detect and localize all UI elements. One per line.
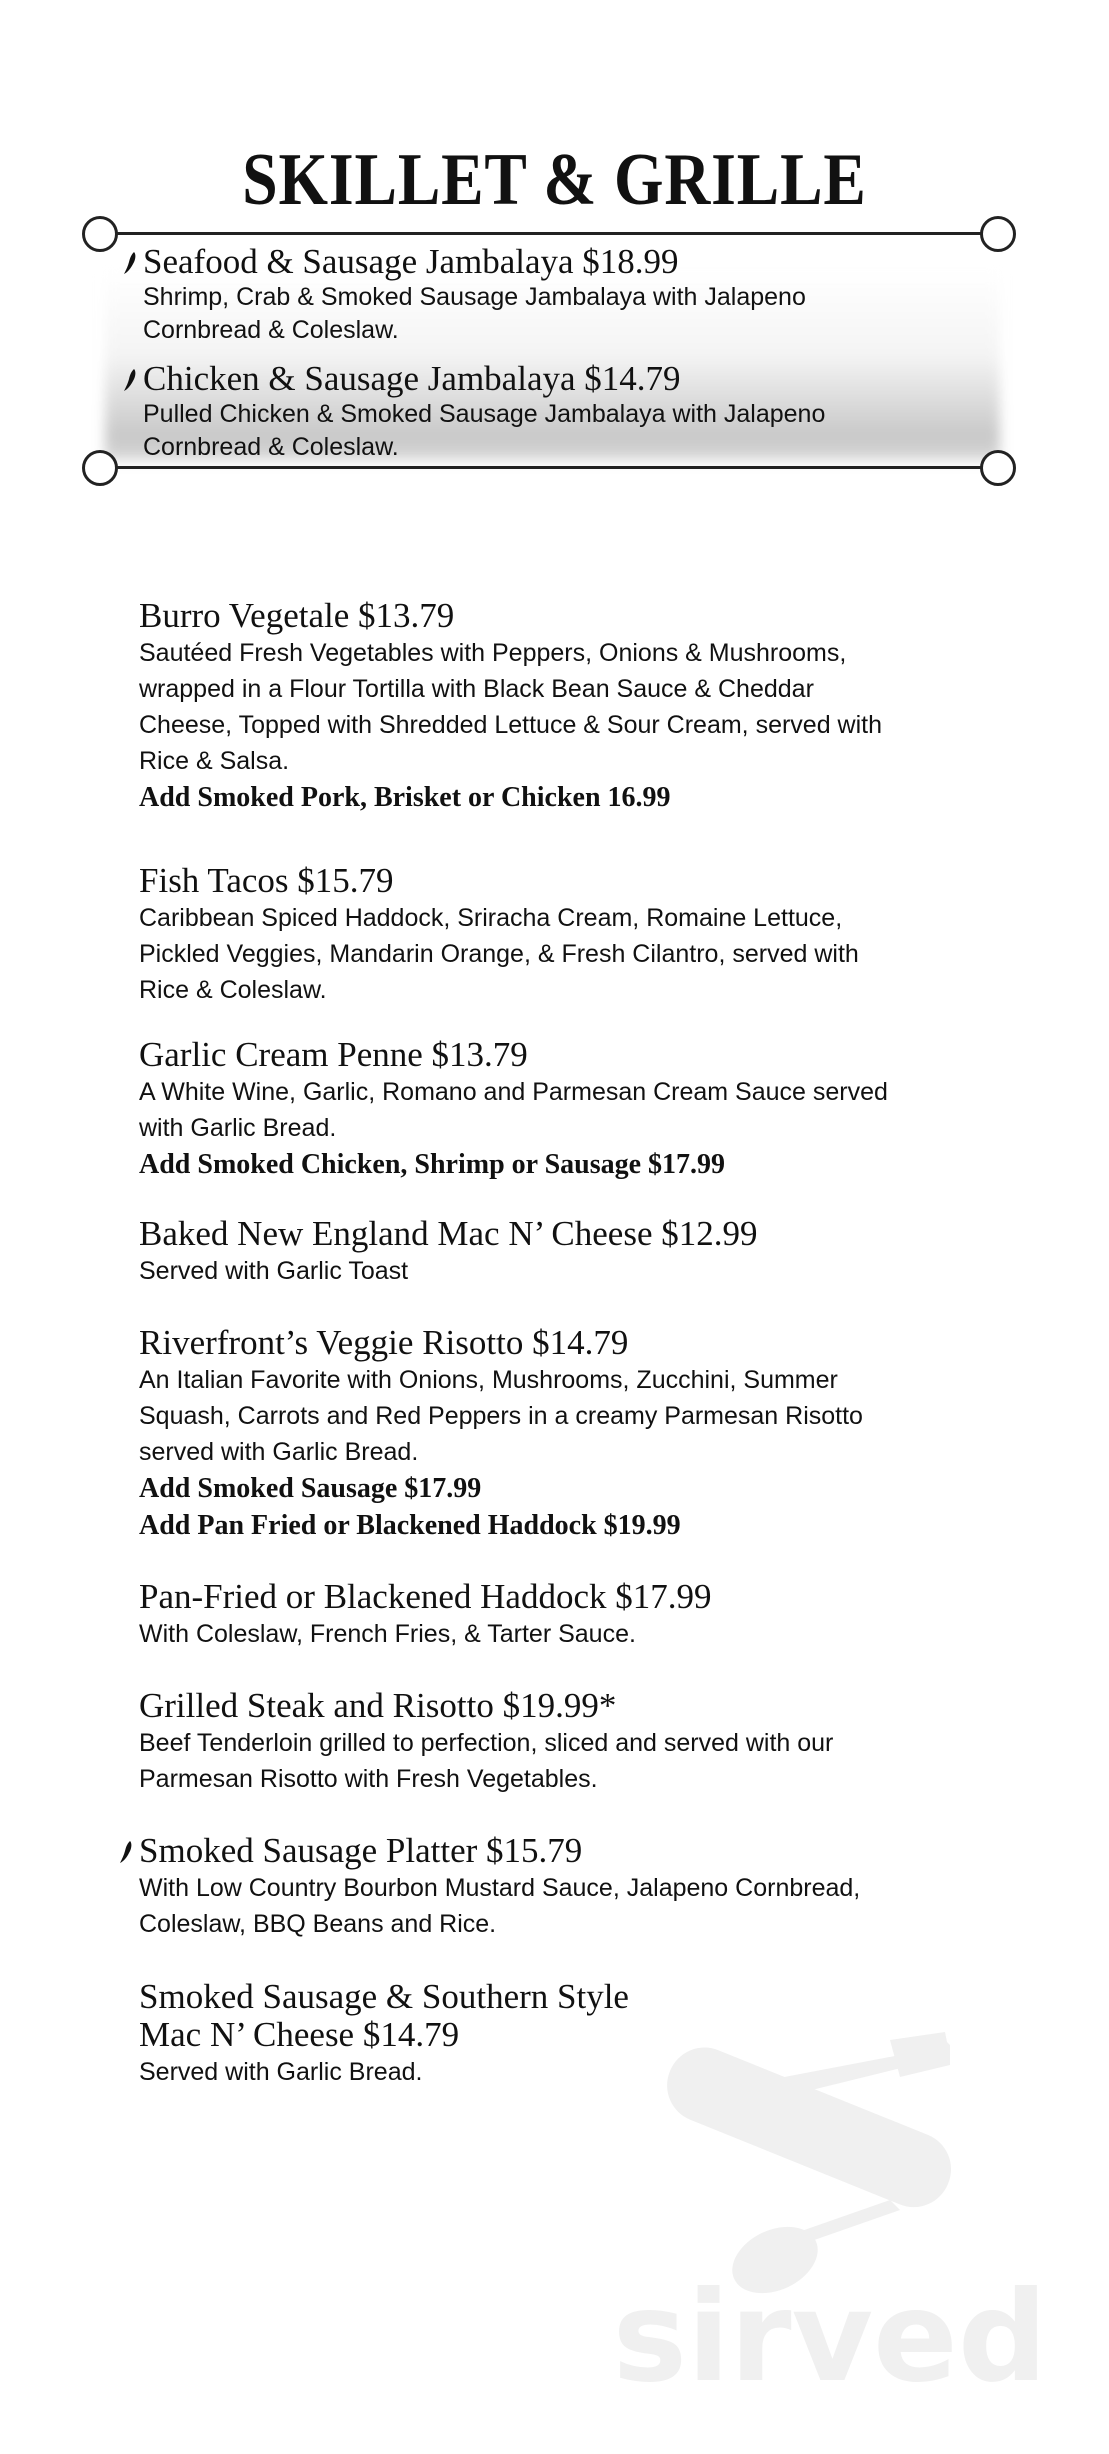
item-addon: Add Pan Fried or Blackened Haddock $19.99 — [139, 1510, 681, 1541]
menu-item — [139, 1324, 1019, 1544]
divider-knob — [82, 216, 118, 252]
item-description: Pulled Chicken & Smoked Sausage Jambalaya with Jalapeno — [143, 400, 826, 428]
divider-top — [99, 232, 998, 235]
item-description: served with Garlic Bread. — [139, 1438, 419, 1466]
item-name: Burro Vegetale $13.79 — [139, 596, 455, 635]
item-name-line2: Mac N’ Cheese $14.79 — [139, 2015, 460, 2054]
item-description: Sautéed Fresh Vegetables with Peppers, Onions & Mushrooms, — [139, 639, 847, 667]
menu-item — [139, 862, 1019, 1008]
item-description: An Italian Favorite with Onions, Mushrooms, Zucchini, Summer — [139, 1366, 838, 1394]
item-name: Smoked Sausage Platter $15.79 — [139, 1831, 583, 1870]
item-name: Garlic Cream Penne $13.79 — [139, 1035, 528, 1074]
item-description: Beef Tenderloin grilled to perfection, sliced and served with our — [139, 1729, 834, 1757]
item-name: Fish Tacos $15.79 — [139, 861, 394, 900]
item-description: Caribbean Spiced Haddock, Sriracha Cream, Romaine Lettuce, — [139, 904, 843, 932]
divider-knob — [82, 450, 118, 486]
item-addon: Add Smoked Pork, Brisket or Chicken 16.99 — [139, 782, 671, 813]
item-name: Riverfront’s Veggie Risotto $14.79 — [139, 1323, 629, 1362]
spicy-chili-icon — [123, 251, 137, 275]
menu-item — [139, 1036, 1019, 1183]
item-description: Rice & Salsa. — [139, 747, 290, 775]
item-description: A White Wine, Garlic, Romano and Parmesan Cream Sauce served — [139, 1078, 888, 1106]
menu-item — [139, 1832, 1019, 1942]
item-description: Shrimp, Crab & Smoked Sausage Jambalaya with Jalapeno — [143, 283, 806, 311]
item-description: Served with Garlic Bread. — [139, 2058, 423, 2086]
menu-item — [139, 597, 1019, 816]
item-description: With Low Country Bourbon Mustard Sauce, Jalapeno Cornbread, — [139, 1874, 861, 1902]
item-description: With Coleslaw, French Fries, & Tarter Sauce. — [139, 1620, 636, 1648]
item-addon: Add Smoked Chicken, Shrimp or Sausage $17.99 — [139, 1149, 726, 1180]
item-name: Smoked Sausage & Southern Style — [139, 1977, 629, 2016]
spicy-chili-icon — [123, 368, 137, 392]
item-description: Coleslaw, BBQ Beans and Rice. — [139, 1910, 497, 1938]
section-title: SKILLET & GRILLE — [242, 139, 867, 221]
item-description: with Garlic Bread. — [139, 1114, 337, 1142]
item-description: wrapped in a Flour Tortilla with Black Bean Sauce & Cheddar — [139, 675, 814, 703]
item-description: Cornbread & Coleslaw. — [143, 316, 399, 344]
item-name: Grilled Steak and Risotto $19.99* — [139, 1686, 617, 1725]
item-name: Pan-Fried or Blackened Haddock $17.99 — [139, 1577, 712, 1616]
item-description: Pickled Veggies, Mandarin Orange, & Fresh Cilantro, served with — [139, 940, 859, 968]
menu-item — [139, 1215, 1019, 1289]
sirved-watermark-logo — [600, 1995, 1060, 2395]
item-name: Seafood & Sausage Jambalaya $18.99 — [143, 242, 679, 281]
spicy-chili-icon — [119, 1840, 133, 1864]
item-addon: Add Smoked Sausage $17.99 — [139, 1473, 482, 1504]
item-description: Cornbread & Coleslaw. — [143, 433, 399, 461]
divider-bottom — [99, 466, 998, 469]
item-description: Cheese, Topped with Shredded Lettuce & Sour Cream, served with — [139, 711, 883, 739]
menu-item — [143, 360, 1023, 464]
item-description: Parmesan Risotto with Fresh Vegetables. — [139, 1765, 598, 1793]
menu-item — [143, 243, 1023, 347]
item-name: Chicken & Sausage Jambalaya $14.79 — [143, 359, 681, 398]
item-description: Served with Garlic Toast — [139, 1257, 409, 1285]
item-description: Squash, Carrots and Red Peppers in a creamy Parmesan Risotto — [139, 1402, 863, 1430]
item-description: Rice & Coleslaw. — [139, 976, 327, 1004]
menu-item — [139, 1578, 1019, 1652]
item-name: Baked New England Mac N’ Cheese $12.99 — [139, 1214, 758, 1253]
watermark-text: sirved — [612, 2265, 1048, 2395]
menu-item — [139, 1687, 1019, 1797]
